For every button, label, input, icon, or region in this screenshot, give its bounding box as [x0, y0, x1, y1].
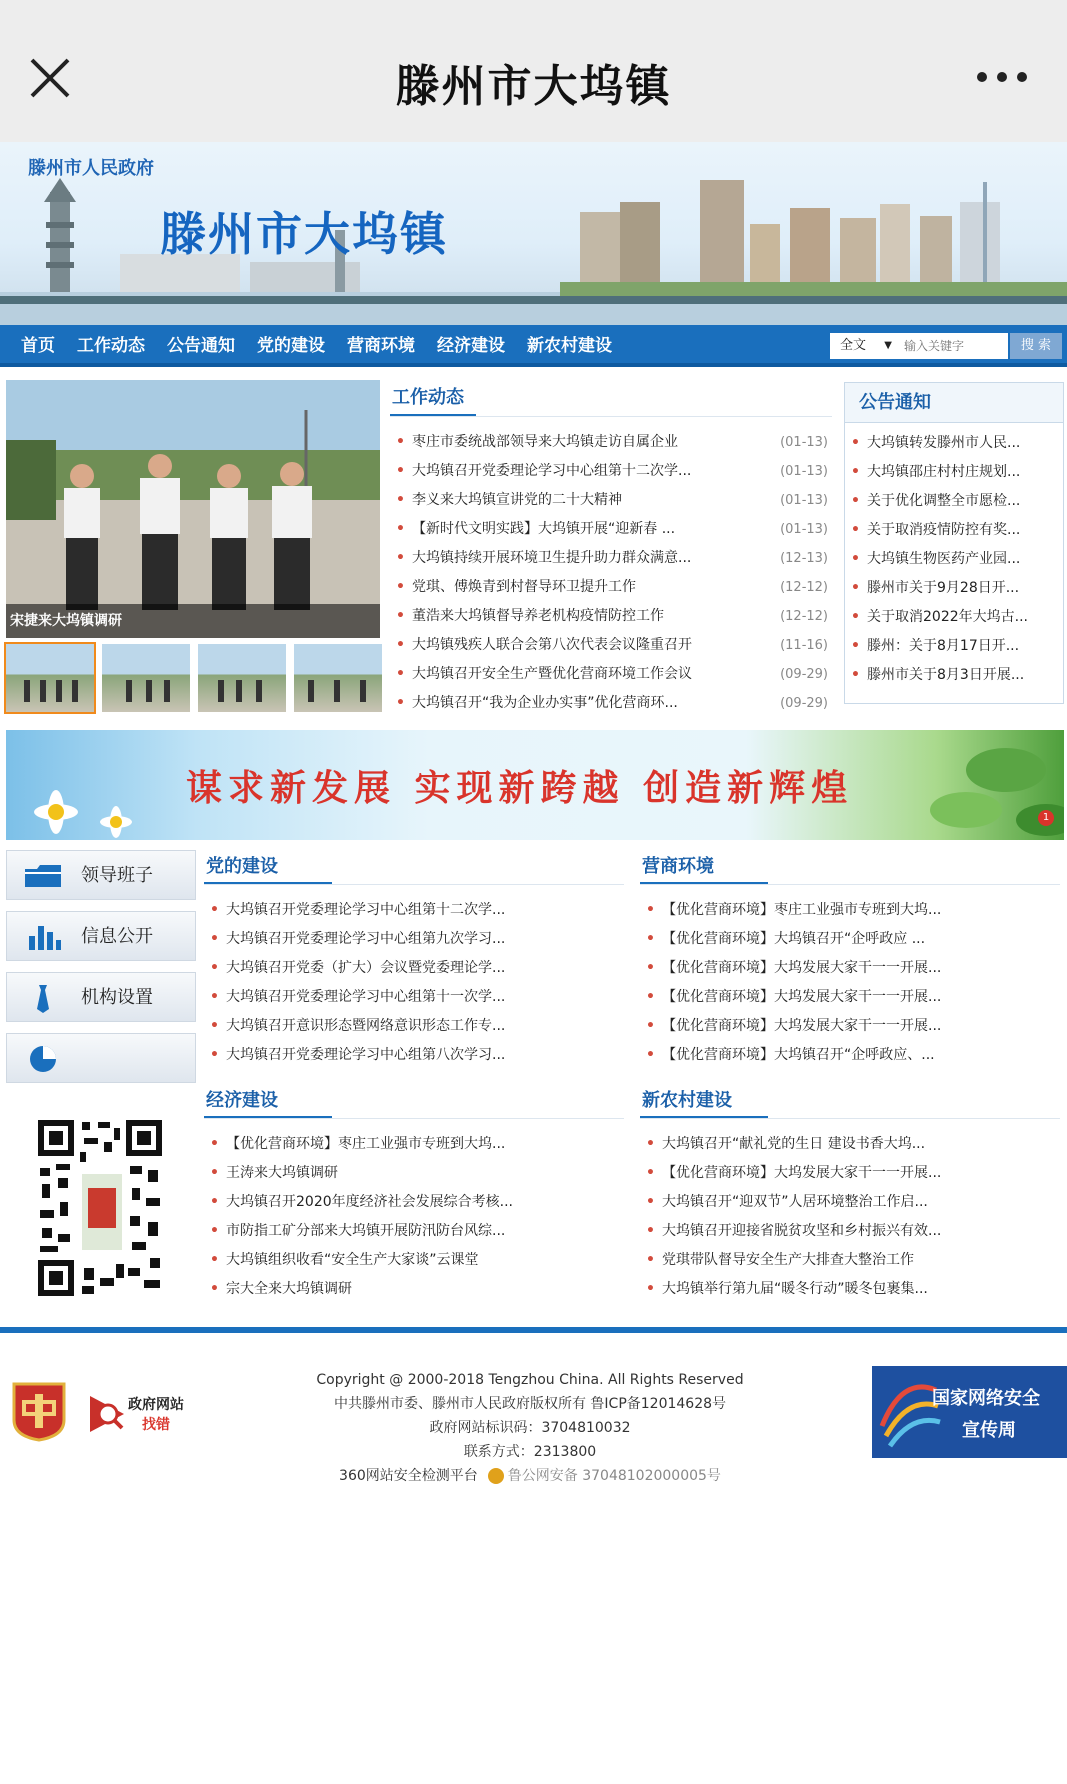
- search-input[interactable]: [898, 333, 1008, 359]
- list-item[interactable]: • 滕州市关于8月3日开展...: [845, 661, 1063, 690]
- list-item[interactable]: • 董浩来大坞镇督导养老机构疫情防控工作 (12-12): [390, 602, 832, 631]
- economy-list: [204, 1130, 624, 1304]
- list-item[interactable]: • 党琪带队督导安全生产大排查大整治工作: [640, 1246, 1060, 1275]
- tie-icon: [23, 983, 63, 1013]
- contact-text: 联系方式：2313800: [463, 1444, 597, 1460]
- business-section: [640, 850, 1060, 1070]
- mobile-top-bar: [0, 0, 1067, 142]
- side-menu-pie[interactable]: [6, 1033, 196, 1083]
- chevron-down-icon: ▼: [884, 340, 892, 351]
- list-item[interactable]: • 【优化营商环境】大坞镇召开“企呼政应、...: [640, 1041, 1060, 1070]
- report-error-line2: 找错: [142, 1417, 170, 1433]
- search-button[interactable]: 搜 索: [1010, 333, 1062, 359]
- feature-photo[interactable]: [6, 380, 380, 638]
- list-item[interactable]: • 【新时代文明实践】大坞镇开展“迎新春 ... (01-13): [390, 515, 832, 544]
- side-menu: [6, 850, 196, 1094]
- photo-thumbnail[interactable]: [102, 644, 190, 712]
- nav-item-economy[interactable]: 经济建设: [437, 336, 505, 356]
- list-item[interactable]: • 【优化营商环境】大坞发展大家干一一开展...: [640, 1012, 1060, 1041]
- business-title[interactable]: 营商环境: [640, 850, 768, 884]
- list-item[interactable]: • 【优化营商环境】大坞镇召开“企呼政应 ...: [640, 925, 1060, 954]
- party-section: [204, 850, 624, 1070]
- security-week-banner[interactable]: [872, 1366, 1067, 1458]
- slogan-text: 谋求新发展 实现新跨越 创造新辉煌: [186, 768, 854, 809]
- list-item[interactable]: • 大坞镇召开意识形态暨网络意识形态工作专...: [204, 1012, 624, 1041]
- list-item[interactable]: • 大坞镇组织收看“安全生产大家谈”云课堂: [204, 1246, 624, 1275]
- party-government-badge-icon[interactable]: [10, 1380, 68, 1442]
- photo-thumbnails: [6, 644, 382, 712]
- list-item[interactable]: • 大坞镇召开党委理论学习中心组第十二次学... (01-13): [390, 457, 832, 486]
- qr-code: [36, 1118, 164, 1298]
- list-item[interactable]: • 大坞镇召开党委理论学习中心组第十二次学...: [204, 896, 624, 925]
- notification-badge[interactable]: 1: [1038, 810, 1054, 826]
- side-menu-label: 机构设置: [81, 987, 153, 1008]
- security-swirl-icon: [872, 1366, 942, 1458]
- site-banner: [0, 142, 1067, 325]
- list-item[interactable]: • 枣庄市委统战部领导来大坞镇走访自属企业 (01-13): [390, 428, 832, 457]
- page-title: 滕州市大坞镇: [395, 61, 672, 112]
- slogan-banner: [6, 730, 1064, 840]
- rural-list: [640, 1130, 1060, 1304]
- security-platform-link[interactable]: 360网站安全检测平台: [339, 1468, 478, 1484]
- footer-copyright: [220, 1368, 840, 1488]
- list-item[interactable]: • 大坞镇召开迎接省脱贫攻坚和乡村振兴有效...: [640, 1217, 1060, 1246]
- list-item[interactable]: • 滕州市关于9月28日开...: [845, 574, 1063, 603]
- party-title[interactable]: 党的建设: [204, 850, 332, 884]
- police-record-link[interactable]: 鲁公网安备 37048102000005号: [488, 1464, 721, 1488]
- list-item[interactable]: • 滕州：关于8月17日开...: [845, 632, 1063, 661]
- report-error-badge[interactable]: [90, 1392, 196, 1436]
- nav-item-party[interactable]: 党的建设: [257, 336, 325, 356]
- bar-chart-icon: [23, 922, 63, 952]
- list-item[interactable]: • 【优化营商环境】枣庄工业强市专班到大坞...: [640, 896, 1060, 925]
- site-id-text: 政府网站标识码：3704810032: [429, 1420, 631, 1436]
- list-item[interactable]: • 大坞镇召开“迎双节”人居环境整治工作启...: [640, 1188, 1060, 1217]
- side-menu-label: 信息公开: [81, 926, 153, 947]
- list-item[interactable]: • 大坞镇邵庄村村庄规划...: [845, 458, 1063, 487]
- list-item[interactable]: • 【优化营商环境】大坞发展大家干一一开展...: [640, 983, 1060, 1012]
- footer-divider: [0, 1327, 1067, 1333]
- list-item[interactable]: • 大坞镇举行第九届“暖冬行动”暖冬包裹集...: [640, 1275, 1060, 1304]
- notices-panel: [844, 382, 1064, 704]
- business-list: [640, 896, 1060, 1070]
- list-item[interactable]: • 大坞镇召开党委理论学习中心组第九次学习...: [204, 925, 624, 954]
- economy-title[interactable]: 经济建设: [204, 1084, 332, 1118]
- photo-thumbnail[interactable]: [198, 644, 286, 712]
- list-item[interactable]: • 大坞镇残疾人联合会第八次代表会议隆重召开 (11-16): [390, 631, 832, 660]
- copyright-text: Copyright @ 2000-2018 Tengzhou China. All Rights Reserved: [316, 1372, 744, 1388]
- search-scope-value: 全文: [840, 338, 867, 353]
- nav-item-home[interactable]: 首页: [21, 336, 55, 356]
- list-item[interactable]: • 王涛来大坞镇调研: [204, 1159, 624, 1188]
- more-options-icon[interactable]: [977, 72, 1027, 82]
- site-name: 滕州市大坞镇: [160, 207, 448, 261]
- photo-thumbnail[interactable]: [6, 644, 94, 712]
- work-news-section: [390, 380, 832, 718]
- list-item[interactable]: • 市防指工矿分部来大坞镇开展防汛防台风综...: [204, 1217, 624, 1246]
- list-item[interactable]: • 【优化营商环境】大坞发展大家干一一开展...: [640, 1159, 1060, 1188]
- list-item[interactable]: • 大坞镇持续开展环境卫生提升助力群众满意... (12-13): [390, 544, 832, 573]
- side-menu-leaders[interactable]: [6, 850, 196, 900]
- list-item[interactable]: • 大坞镇召开党委理论学习中心组第八次学习...: [204, 1041, 624, 1070]
- list-item[interactable]: • 【优化营商环境】枣庄工业强市专班到大坞...: [204, 1130, 624, 1159]
- work-news-title[interactable]: 工作动态: [390, 380, 476, 416]
- list-item[interactable]: • 大坞镇召开“我为企业办实事”优化营商环... (09-29): [390, 689, 832, 718]
- owner-text[interactable]: 中共滕州市委、滕州市人民政府版权所有 鲁ICP备12014628号: [333, 1396, 727, 1412]
- list-item[interactable]: • 党琪、傅焕青到村督导环卫提升工作 (12-12): [390, 573, 832, 602]
- list-item[interactable]: • 宗大全来大坞镇调研: [204, 1275, 624, 1304]
- nav-item-notices[interactable]: 公告通知: [167, 336, 235, 356]
- security-week-line1: 国家网络安全: [932, 1388, 1040, 1409]
- folder-icon: [23, 861, 63, 891]
- search-scope-select[interactable]: [830, 333, 898, 359]
- list-item[interactable]: • 李义来大坞镇宣讲党的二十大精神 (01-13): [390, 486, 832, 515]
- feature-photo-image: [6, 380, 380, 638]
- side-menu-info-disclosure[interactable]: [6, 911, 196, 961]
- work-news-list: [390, 428, 832, 718]
- list-item[interactable]: • 关于优化调整全市愿检...: [845, 487, 1063, 516]
- side-menu-label: 领导班子: [81, 865, 153, 886]
- photo-thumbnail[interactable]: [294, 644, 382, 712]
- economy-section: [204, 1084, 624, 1304]
- list-item[interactable]: • 大坞镇召开“献礼党的生日 建设书香大坞...: [640, 1130, 1060, 1159]
- notices-title[interactable]: 公告通知: [859, 392, 931, 413]
- feature-photo-caption: 宋捷来大坞镇调研: [6, 604, 380, 638]
- rural-section: [640, 1084, 1060, 1304]
- list-item[interactable]: • 大坞镇转发滕州市人民...: [845, 429, 1063, 458]
- gov-name: 滕州市人民政府: [28, 158, 154, 179]
- list-item[interactable]: • 大坞镇召开党委（扩大）会议暨党委理论学...: [204, 954, 624, 983]
- side-menu-organization[interactable]: [6, 972, 196, 1022]
- notices-list: [845, 429, 1063, 690]
- report-error-line1: 政府网站: [128, 1397, 184, 1413]
- list-item[interactable]: • 大坞镇召开党委理论学习中心组第十一次学...: [204, 983, 624, 1012]
- party-list: [204, 896, 624, 1070]
- rural-title[interactable]: 新农村建设: [640, 1084, 768, 1118]
- pie-chart-icon: [23, 1044, 63, 1074]
- list-item[interactable]: • 大坞镇生物医药产业园...: [845, 545, 1063, 574]
- nav-item-business[interactable]: 营商环境: [347, 336, 415, 356]
- nav-item-rural[interactable]: 新农村建设: [527, 336, 612, 356]
- list-item[interactable]: • 关于取消疫情防控有奖...: [845, 516, 1063, 545]
- security-week-line2: 宣传周: [962, 1420, 1016, 1441]
- list-item[interactable]: • 关于取消2022年大坞古...: [845, 603, 1063, 632]
- police-badge-icon: [488, 1468, 504, 1484]
- list-item[interactable]: • 【优化营商环境】大坞发展大家干一一开展...: [640, 954, 1060, 983]
- main-nav: [0, 325, 1067, 367]
- list-item[interactable]: • 大坞镇召开2020年度经济社会发展综合考核...: [204, 1188, 624, 1217]
- list-item[interactable]: • 大坞镇召开安全生产暨优化营商环境工作会议 (09-29): [390, 660, 832, 689]
- nav-item-work-news[interactable]: 工作动态: [77, 336, 145, 356]
